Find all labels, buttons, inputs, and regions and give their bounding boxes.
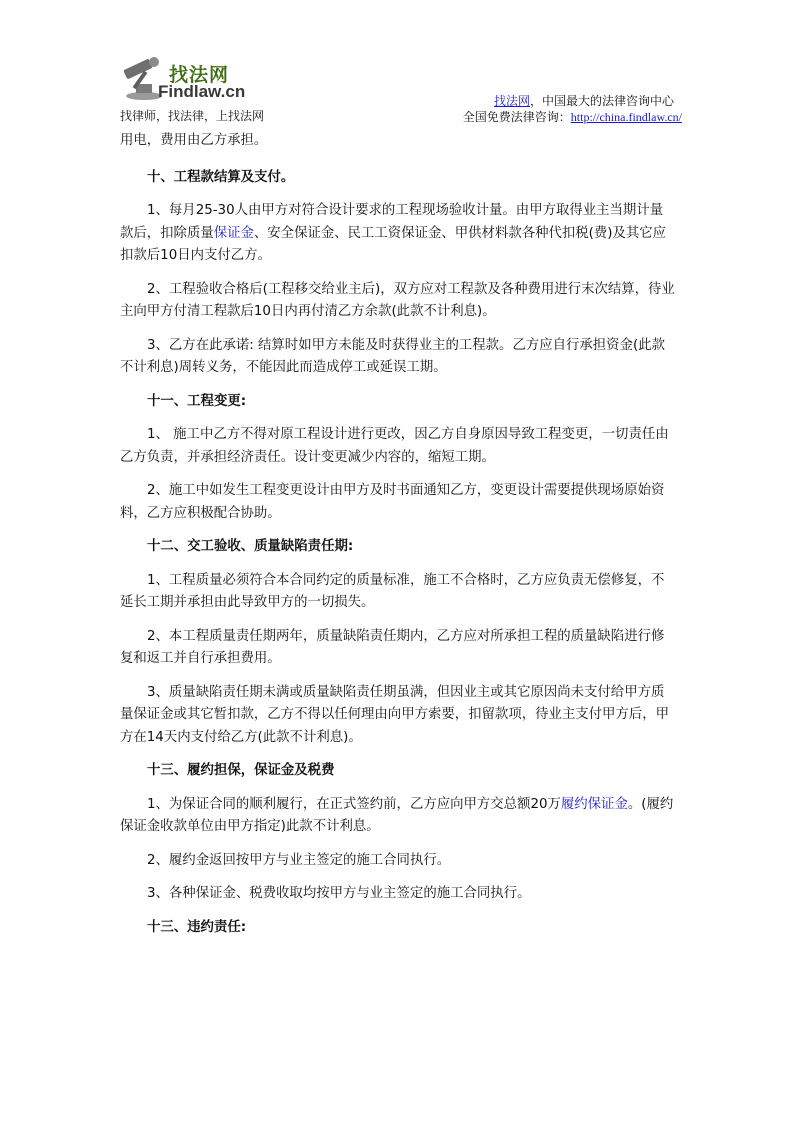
header-tagline: 找律师，找法律，上找法网 bbox=[120, 109, 265, 123]
consult-label: 全国免费法律咨询： bbox=[462, 110, 571, 124]
paragraph-text: 。(履约保证金收款单位由甲方指定)此款不计利息。 bbox=[120, 796, 674, 834]
performance-deposit-link[interactable]: 履约保证金 bbox=[560, 796, 628, 812]
paragraph-12-2: 2、本工程质量责任期两年，质量缺陷责任期内，乙方应对所承担工程的质量缺陷进行修复和返工并自行承担费用。 bbox=[120, 628, 665, 666]
section-heading-12: 十二、交工验收、质量缺陷责任期: bbox=[147, 539, 354, 554]
header-right-line1 bbox=[494, 92, 674, 109]
paragraph-13-2: 2、履约金返回按甲方与业主签定的施工合同执行。 bbox=[147, 852, 451, 868]
paragraph-11-2: 2、施工中如发生工程变更设计由甲方及时书面通知乙方，变更设计需要提供现场原始资料，乙方应积极配合协助。 bbox=[120, 483, 665, 521]
header-right-line2 bbox=[463, 108, 682, 125]
paragraph-13-3: 3、各种保证金、税费收取均按甲方与业主签定的施工合同执行。 bbox=[147, 886, 531, 901]
paragraph-13-1 bbox=[120, 794, 676, 839]
paragraph-12-1: 1、工程质量必须符合本合同约定的质量标准，施工不合格时，乙方应负责无偿修复，不延长工期并承担由此导致甲方的一切损失。 bbox=[120, 572, 665, 610]
paragraph-text: 1、每月25-30人由甲方对符合设计要求的工程现场验收计量。由甲方取得业主当期计量款后，扣除质量 bbox=[120, 203, 664, 241]
findlaw-url-link[interactable]: http://china.findlaw.cn/ bbox=[570, 110, 682, 124]
contract-body bbox=[120, 130, 676, 939]
paragraph-10-2: 2、工程验收合格后(工程移交给业主后)，双方应对工程款及各种费用进行末次结算，待业主向甲方付清工程款后10日内再付清乙方余款(此款不计利息)。 bbox=[120, 281, 675, 319]
paragraph-text: 1、为保证合同的顺利履行，在正式签约前，乙方应向甲方交总额20万 bbox=[147, 796, 561, 812]
paragraph-12-3: 3、质量缺陷责任期未满或质量缺陷责任期虽满，但因业主或其它原因尚未支付给甲方质量保证金或其它暂扣款，乙方不得以任何理由向甲方索要，扣留款项，待业主支付甲方后，甲方在14天内支付给乙方(此款不计利息)。 bbox=[120, 684, 670, 745]
section-heading-13a: 十三、履约担保，保证金及税费 bbox=[147, 763, 335, 778]
paragraph-text: 、安全保证金、民工工资保证金、甲供材料款各种代扣税(费)及其它应扣款后10日内支付乙方。 bbox=[120, 225, 667, 263]
findlaw-logo[interactable] bbox=[118, 54, 268, 104]
guarantee-deposit-link[interactable]: 保证金 bbox=[213, 225, 254, 241]
findlaw-link[interactable]: 找法网 bbox=[493, 94, 530, 108]
paragraph-continued: 用电，费用由乙方承担。 bbox=[120, 133, 268, 148]
section-heading-11: 十一、工程变更: bbox=[147, 393, 247, 409]
paragraph-10-1 bbox=[120, 200, 676, 268]
section-heading-13b: 十三、违约责任: bbox=[147, 919, 247, 935]
header-right-rest: ，中国最大的法律咨询中心 bbox=[529, 94, 674, 108]
paragraph-11-1: 1、 施工中乙方不得对原工程设计进行更改，因乙方自身原因导致工程变更，一切责任由乙方负责，并承担经济责任。设计变更减少内容的，缩短工期。 bbox=[120, 427, 669, 465]
logo-text-cn: 找法网 bbox=[169, 64, 230, 86]
paragraph-10-3: 3、乙方在此承诺: 结算时如甲方未能及时获得业主的工程款。乙方应自行承担资金(此款不计利息)周转义务，不能因此而造成停工或延误工期。 bbox=[120, 337, 665, 375]
logo-text-en: Findlaw.cn bbox=[158, 82, 246, 101]
section-heading-10: 十、工程款结算及支付。 bbox=[147, 169, 295, 185]
